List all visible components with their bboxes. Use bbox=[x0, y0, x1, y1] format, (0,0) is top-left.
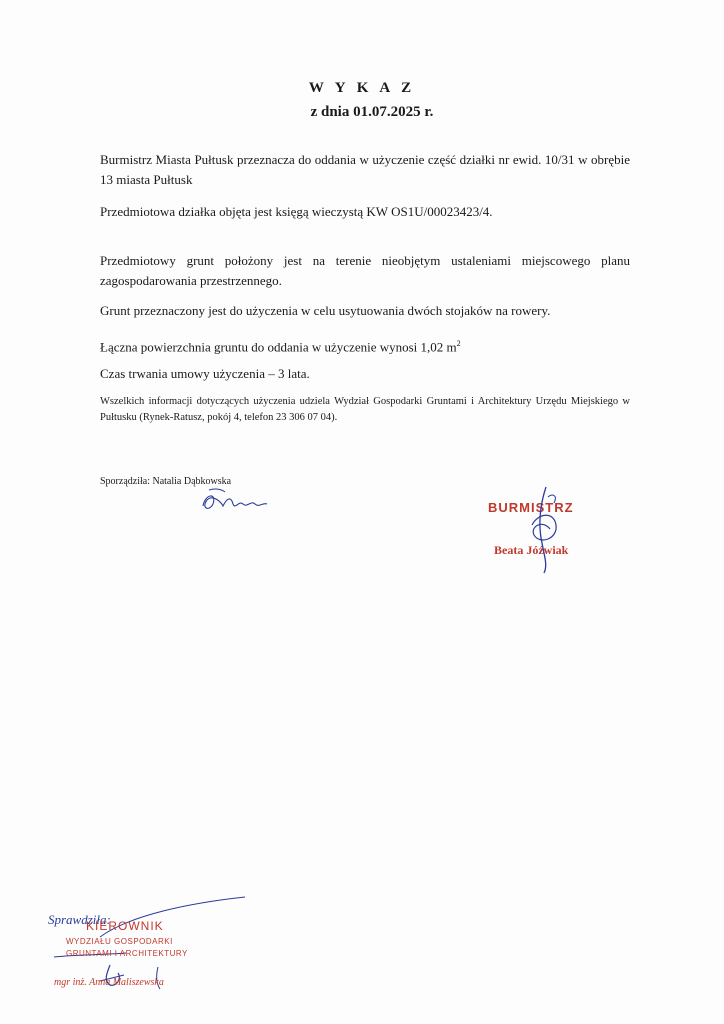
stamp-department-line1: WYDZIAŁU GOSPODARKI bbox=[66, 937, 173, 946]
paragraph-plot: Burmistrz Miasta Pułtusk przeznacza do oddania w użyczenie część działki nr ewid. 10/31 w obrębie 13 miasta Pułtusk bbox=[100, 152, 630, 187]
prepared-by: Sporządziła: Natalia Dąbkowska bbox=[100, 476, 232, 487]
paragraph-area bbox=[100, 334, 630, 357]
document-title: W Y K A Z bbox=[308, 80, 416, 96]
paragraph-zoning: Przedmiotowy grunt położony jest na terenie nieobjętym ustaleniami miejscowego planu zagospodarowania przestrzennego. bbox=[100, 253, 630, 288]
document-date: z dnia 01.07.2025 r. bbox=[310, 104, 434, 120]
checked-by-handwriting: Sprawdziła: bbox=[48, 912, 111, 927]
stamp-department-line2: GRUNTAMI I ARCHITEKTURY bbox=[66, 949, 188, 958]
stamp-head-name: mgr inż. Anna Maliszewska bbox=[54, 977, 164, 988]
stamp-head-title: KIEROWNIK bbox=[86, 919, 164, 933]
handwritten-signature bbox=[195, 486, 275, 516]
mayor-stamp-title: BURMISTRZ bbox=[488, 500, 574, 515]
paragraph-duration: Czas trwania umowy użyczenia – 3 lata. bbox=[100, 366, 310, 381]
paragraph-land-register: Przedmiotowa działka objęta jest księgą wieczystą KW OS1U/00023423/4. bbox=[100, 204, 493, 219]
paragraph-purpose: Grunt przeznaczony jest do użyczenia w celu usytuowania dwóch stojaków na rowery. bbox=[100, 303, 551, 318]
mayor-signature bbox=[520, 485, 570, 575]
area-text: Łączna powierzchnia gruntu do oddania w użyczenie wynosi 1,02 m bbox=[100, 339, 457, 355]
paragraph-contact: Wszelkich informacji dotyczących użyczenia udziela Wydział Gospodarki Gruntami i Architektury Urzędu Miejskiego w Pułtusku (Rynek-Ratusz, pokój 4, telefon 23 306 07 04). bbox=[100, 396, 630, 423]
area-superscript: 2 bbox=[456, 339, 461, 348]
mayor-stamp-name: Beata Jóźwiak bbox=[494, 543, 569, 557]
